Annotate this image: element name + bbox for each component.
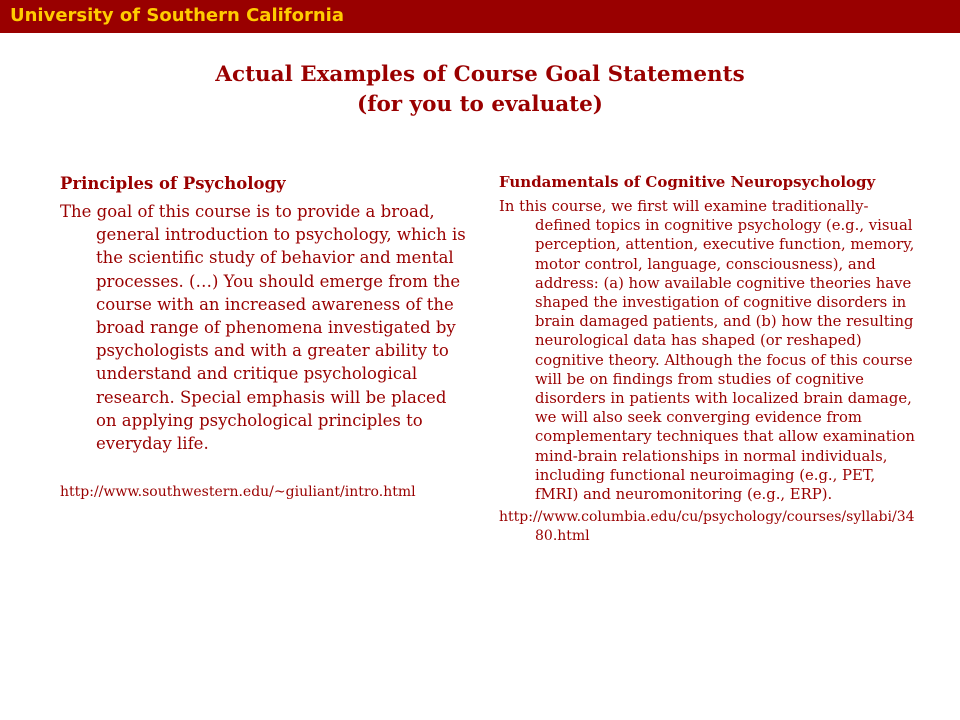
slide-title	[80, 60, 880, 120]
left-column-heading: Principles of Psychology	[60, 174, 286, 193]
right-column-body: In this course, we first will examine traditionally-defined topics in cognitive psychology (e.g., visual perception, attention, executive function, memory, motor control, language, consciousness), and address: (a) how available cognitive theories have shaped the investigation of cognitive disorders in brain damaged patients, and (b) how the resulting neurological data has shaped (or reshaped) cognitive theory. Although the focus of this course will be on findings from studies of cognitive disorders in patients with localized brain damage, we will also seek converging evidence from complementary techniques that allow examination mind-brain relationships in normal individuals, including functional neuroimaging (e.g., PET, fMRI) and neuromonitoring (e.g., ERP).	[499, 198, 915, 504]
left-column	[60, 172, 472, 502]
right-column-heading: Fundamentals of Cognitive Neuropsychology	[499, 173, 876, 191]
university-banner	[0, 0, 960, 33]
slide-title-line-1: Actual Examples of Course Goal Statements	[215, 62, 745, 87]
slide-title-line-2: (for you to evaluate)	[357, 92, 603, 117]
right-column-url: http://www.columbia.edu/cu/psychology/courses/syllabi/3480.html	[499, 509, 915, 545]
left-column-url: http://www.southwestern.edu/~giuliant/intro.html	[60, 484, 416, 501]
left-column-body: The goal of this course is to provide a broad, general introduction to psychology, which is the scientific study of behavior and mental processes. (…) You should emerge from the course with an increased awareness of the broad range of phenomena investigated by psychologists and with a greater ability to understand and critique psychological research. Special emphasis will be placed on applying psychological principles to everyday life.	[60, 202, 466, 454]
university-name: University of Southern California	[10, 5, 345, 26]
right-column	[499, 172, 919, 546]
